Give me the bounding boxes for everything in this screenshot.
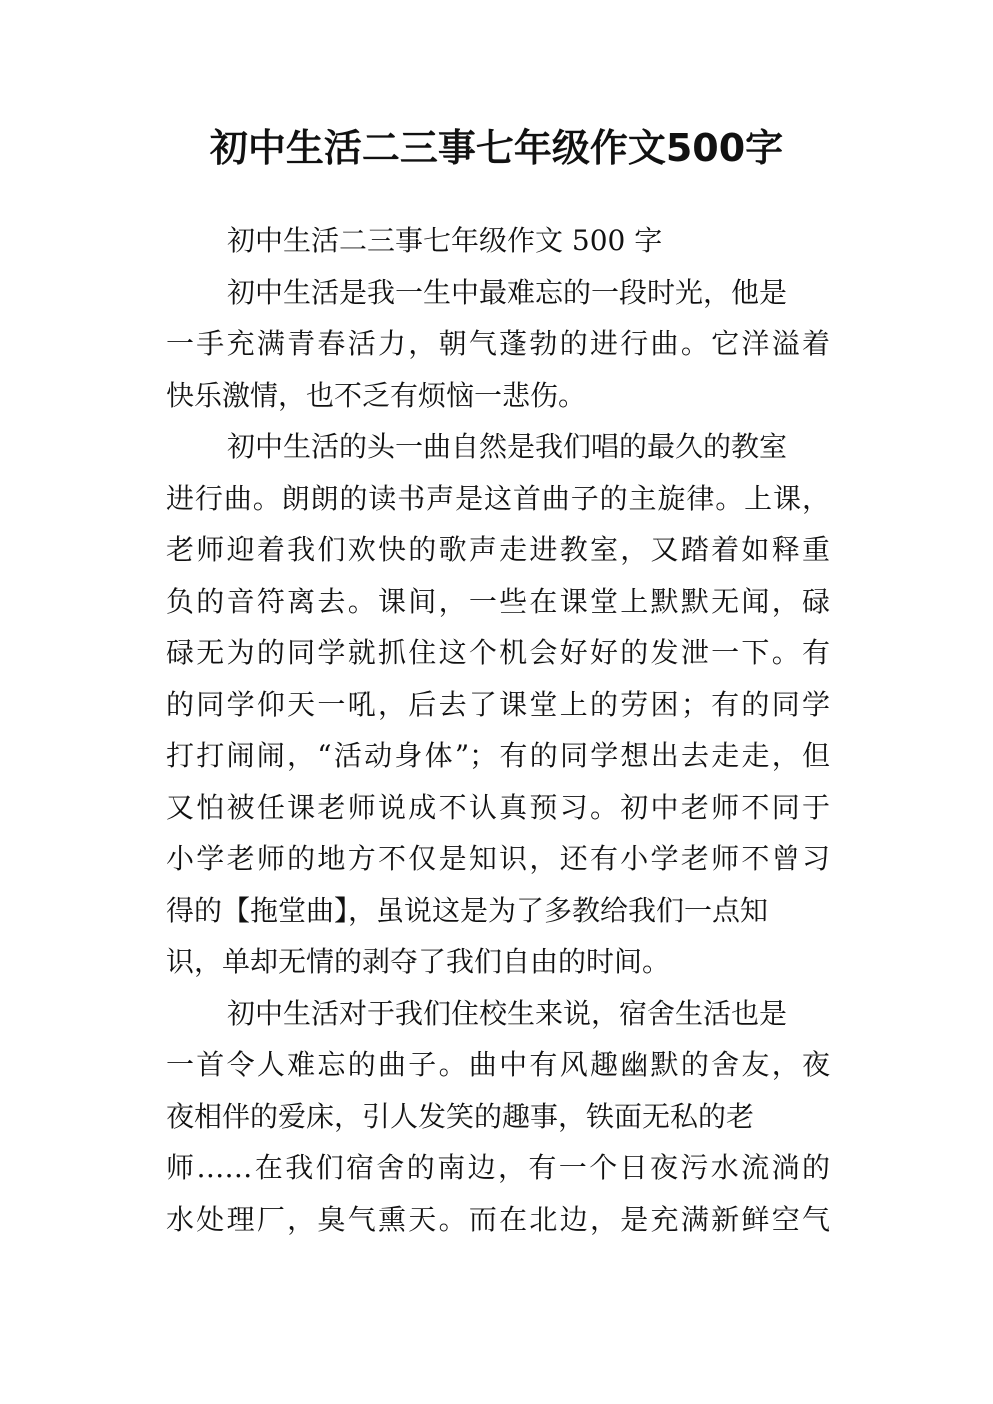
document-title: 初中生活二三事七年级作文500字 — [209, 126, 784, 170]
text-line: 初中生活对于我们住校生来说，宿舍生活也是 — [227, 996, 788, 1030]
text-line: 水处理厂，臭气熏天。而在北边，是充满新鲜空气 — [166, 1202, 830, 1236]
text-line: 夜相伴的爱床，引人发笑的趣事，铁面无私的老 — [166, 1099, 755, 1133]
text-line: 一首令人难忘的曲子。曲中有风趣幽默的舍友，夜 — [166, 1048, 830, 1081]
text-line: 初中生活是我一生中最难忘的一段时光，他是 — [227, 275, 788, 309]
text-line: 一手充满青春活力，朝气蓬勃的进行曲。它洋溢着 — [166, 327, 830, 360]
text-line: 负的音符离去。课间，一些在课堂上默默无闻，碌 — [166, 584, 830, 618]
text-line: 进行曲。朗朗的读书声是这首曲子的主旋律。上课， — [166, 481, 830, 515]
text-line: 的同学仰天一吼，后去了课堂上的劳困；有的同学 — [166, 687, 830, 721]
text-line: 碌无为的同学就抓住这个机会好好的发泄一下。有 — [166, 636, 830, 669]
text-line: 师……在我们宿舍的南边，有一个日夜污水流淌的 — [166, 1151, 830, 1184]
document-body — [166, 215, 830, 1245]
text-line: 小学老师的地方不仅是知识，还有小学老师不曾习 — [166, 842, 830, 875]
text-line: 快乐激情，也不乏有烦恼一悲伤。 — [166, 378, 587, 412]
text-line: 打打闹闹，“活动身体”；有的同学想出去走走，但 — [166, 739, 830, 772]
text-line: 又怕被任课老师说成不认真预习。初中老师不同于 — [166, 790, 830, 824]
subtitle-line: 初中生活二三事七年级作文 500 字 — [227, 224, 663, 257]
text-line: 老师迎着我们欢快的歌声走进教室，又踏着如释重 — [166, 533, 830, 566]
text-line: 识，单却无情的剥夺了我们自由的时间。 — [166, 945, 671, 978]
text-line: 初中生活的头一曲自然是我们唱的最久的教室 — [227, 430, 788, 463]
text-line: 得的【拖堂曲】，虽说这是为了多教给我们一点知 — [166, 893, 769, 927]
